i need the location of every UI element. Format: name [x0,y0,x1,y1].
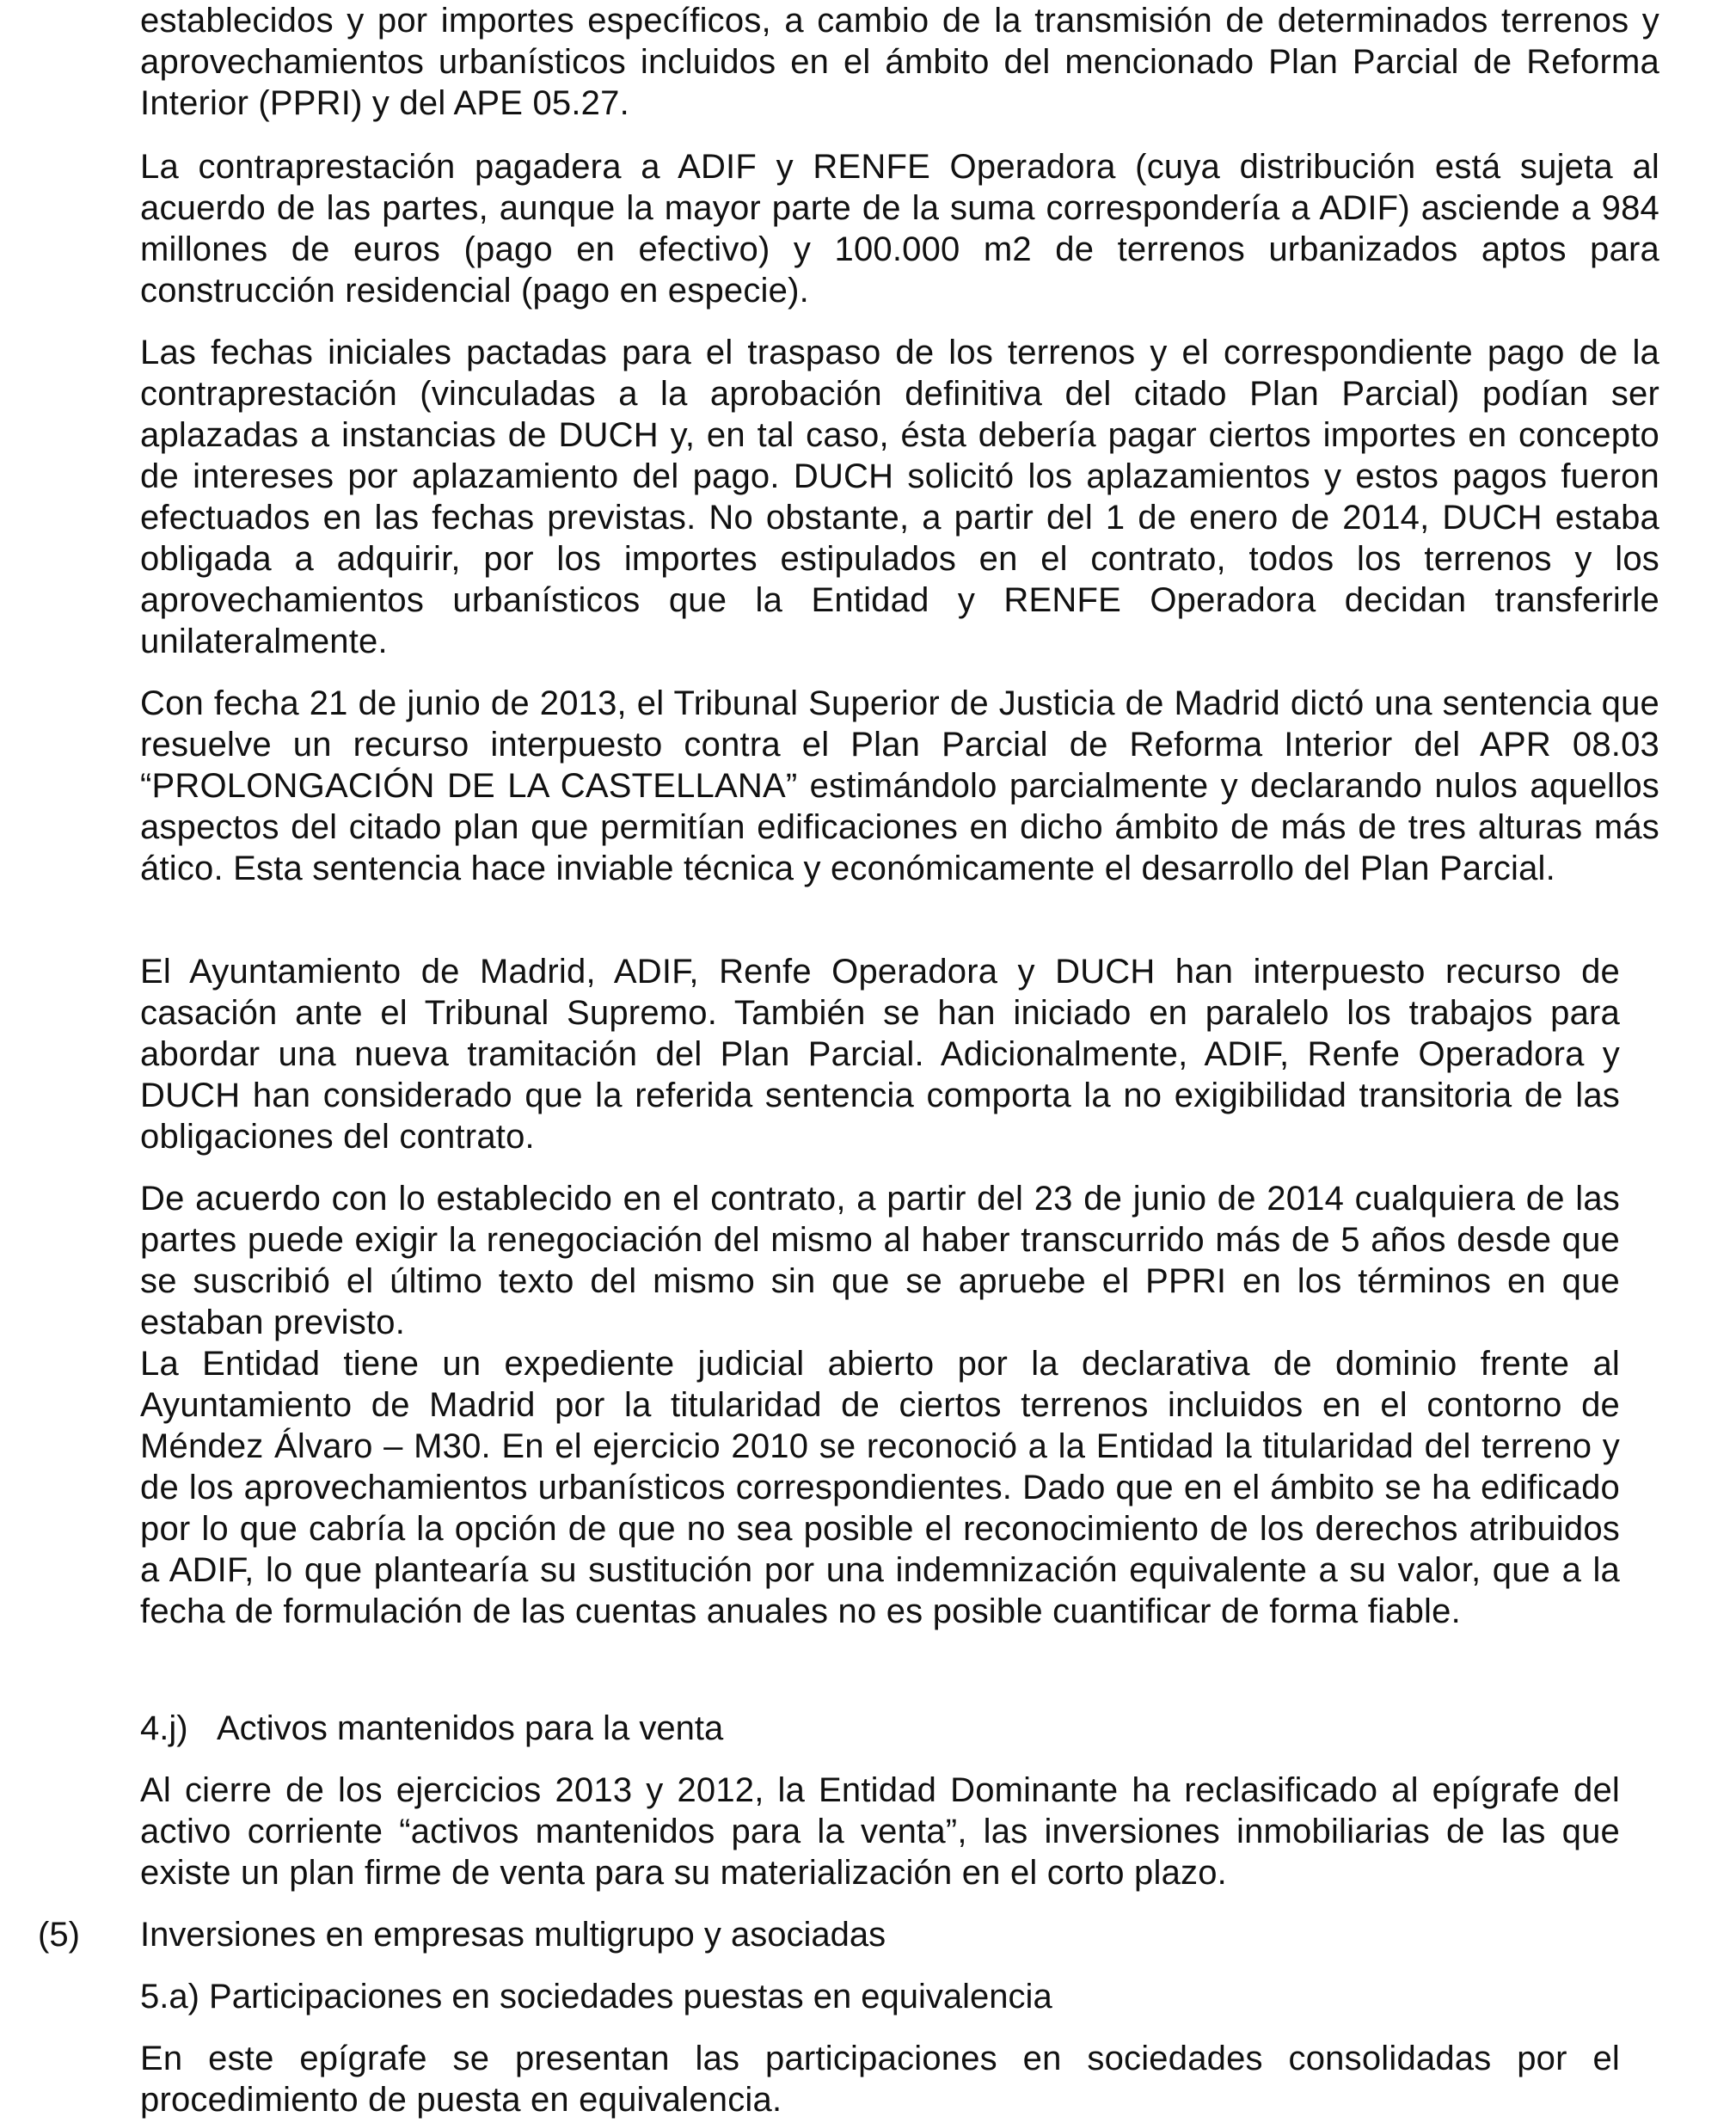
section-4j-title: Activos mantenidos para la venta [217,1709,724,1747]
paragraph-contraprestacion: La contraprestación pagadera a ADIF y RENFE Operadora (cuya distribución está sujeta al acuerdo de las partes, aunque la mayor parte de la suma correspondería a ADIF) asciende a 984 millones de euros (pago en efectivo) y 100.000 m2 de terrenos urbanizados aptos para construcción residencial (pago en especie). [140,148,1659,310]
paragraph-sentencia-tsj: Con fecha 21 de junio de 2013, el Tribunal Superior de Justicia de Madrid dictó una sentencia que resuelve un recurso interpuesto contra el Plan Parcial de Reforma Interior del APR 08.03 “PROLONGACIÓN DE LA CASTELLANA” estimándolo parcialmente y declarando nulos aquellos aspectos del citado plan que permitían edificaciones en dicho ámbito de más de tres alturas más ático. Esta sentencia hace inviable técnica y económicamente el desarrollo del Plan Parcial. [140,684,1659,887]
section-4j-body: Al cierre de los ejercicios 2013 y 2012, la Entidad Dominante ha reclasificado al epígrafe del activo corriente “activos mantenidos para la venta”, las inversiones inmobiliarias de las que existe un plan firme de venta para su materialización en el corto plazo. [140,1771,1620,1892]
section-5-number: (5) [38,1916,80,1954]
paragraph-expediente-judicial: La Entidad tiene un expediente judicial abierto por la declarativa de dominio frente al Ayuntamiento de Madrid por la titularidad de ciertos terrenos incluidos en el contorno de Méndez Álvaro – M30. En el ejercicio 2010 se reconoció a la Entidad la titularidad del terreno y de los aprovechamientos urbanísticos correspondientes. Dado que en el ámbito se ha edificado por lo que cabría la opción de que no sea posible el reconocimiento de los derechos atribuidos a ADIF, lo que plantearía su sustitución por una indemnización equivalente a su valor, que a la fecha de formulación de las cuentas anuales no es posible cuantificar de forma fiable. [140,1345,1620,1630]
paragraph-ppri-transmission: establecidos y por importes específicos, a cambio de la transmisión de determinados terrenos y aprovechamientos urbanísticos incluidos en el ámbito del mencionado Plan Parcial de Reforma Interior (PPRI) y del APE 05.27. [140,2,1659,122]
paragraph-fechas-iniciales: Las fechas iniciales pactadas para el traspaso de los terrenos y el correspondiente pago de la contraprestación (vinculadas a la aprobación definitiva del citado Plan Parcial) podían ser aplazadas a instancias de DUCH y, en tal caso, ésta debería pagar ciertos importes en concepto de intereses por aplazamiento del pago. DUCH solicitó los aplazamientos y estos pagos fueron efectuados en las fechas previstas. No obstante, a partir del 1 de enero de 2014, DUCH estaba obligada a adquirir, por los importes estipulados en el contrato, todos los terrenos y los aprovechamientos urbanísticos que la Entidad y RENFE Operadora decidan transferirle unilateralmente. [140,334,1659,660]
section-5-title: Inversiones en empresas multigrupo y asociadas [140,1916,886,1954]
section-4j-number: 4.j) [140,1709,188,1747]
section-5a-body: En este epígrafe se presentan las participaciones en sociedades consolidadas por el procedimiento de puesta en equivalencia. [140,2040,1620,2119]
section-5a-title: 5.a) Participaciones en sociedades puestas en equivalencia [140,1978,1052,2016]
paragraph-recurso-casacion: El Ayuntamiento de Madrid, ADIF, Renfe Operadora y DUCH han interpuesto recurso de casación ante el Tribunal Supremo. También se han iniciado en paralelo los trabajos para abordar una nueva tramitación del Plan Parcial. Adicionalmente, ADIF, Renfe Operadora y DUCH han considerado que la referida sentencia comporta la no exigibilidad transitoria de las obligaciones del contrato. [140,953,1620,1156]
paragraph-renegociacion: De acuerdo con lo establecido en el contrato, a partir del 23 de junio de 2014 cualquiera de las partes puede exigir la renegociación del mismo al haber transcurrido más de 5 años desde que se suscribió el último texto del mismo sin que se apruebe el PPRI en los términos en que estaban previsto. [140,1180,1620,1341]
